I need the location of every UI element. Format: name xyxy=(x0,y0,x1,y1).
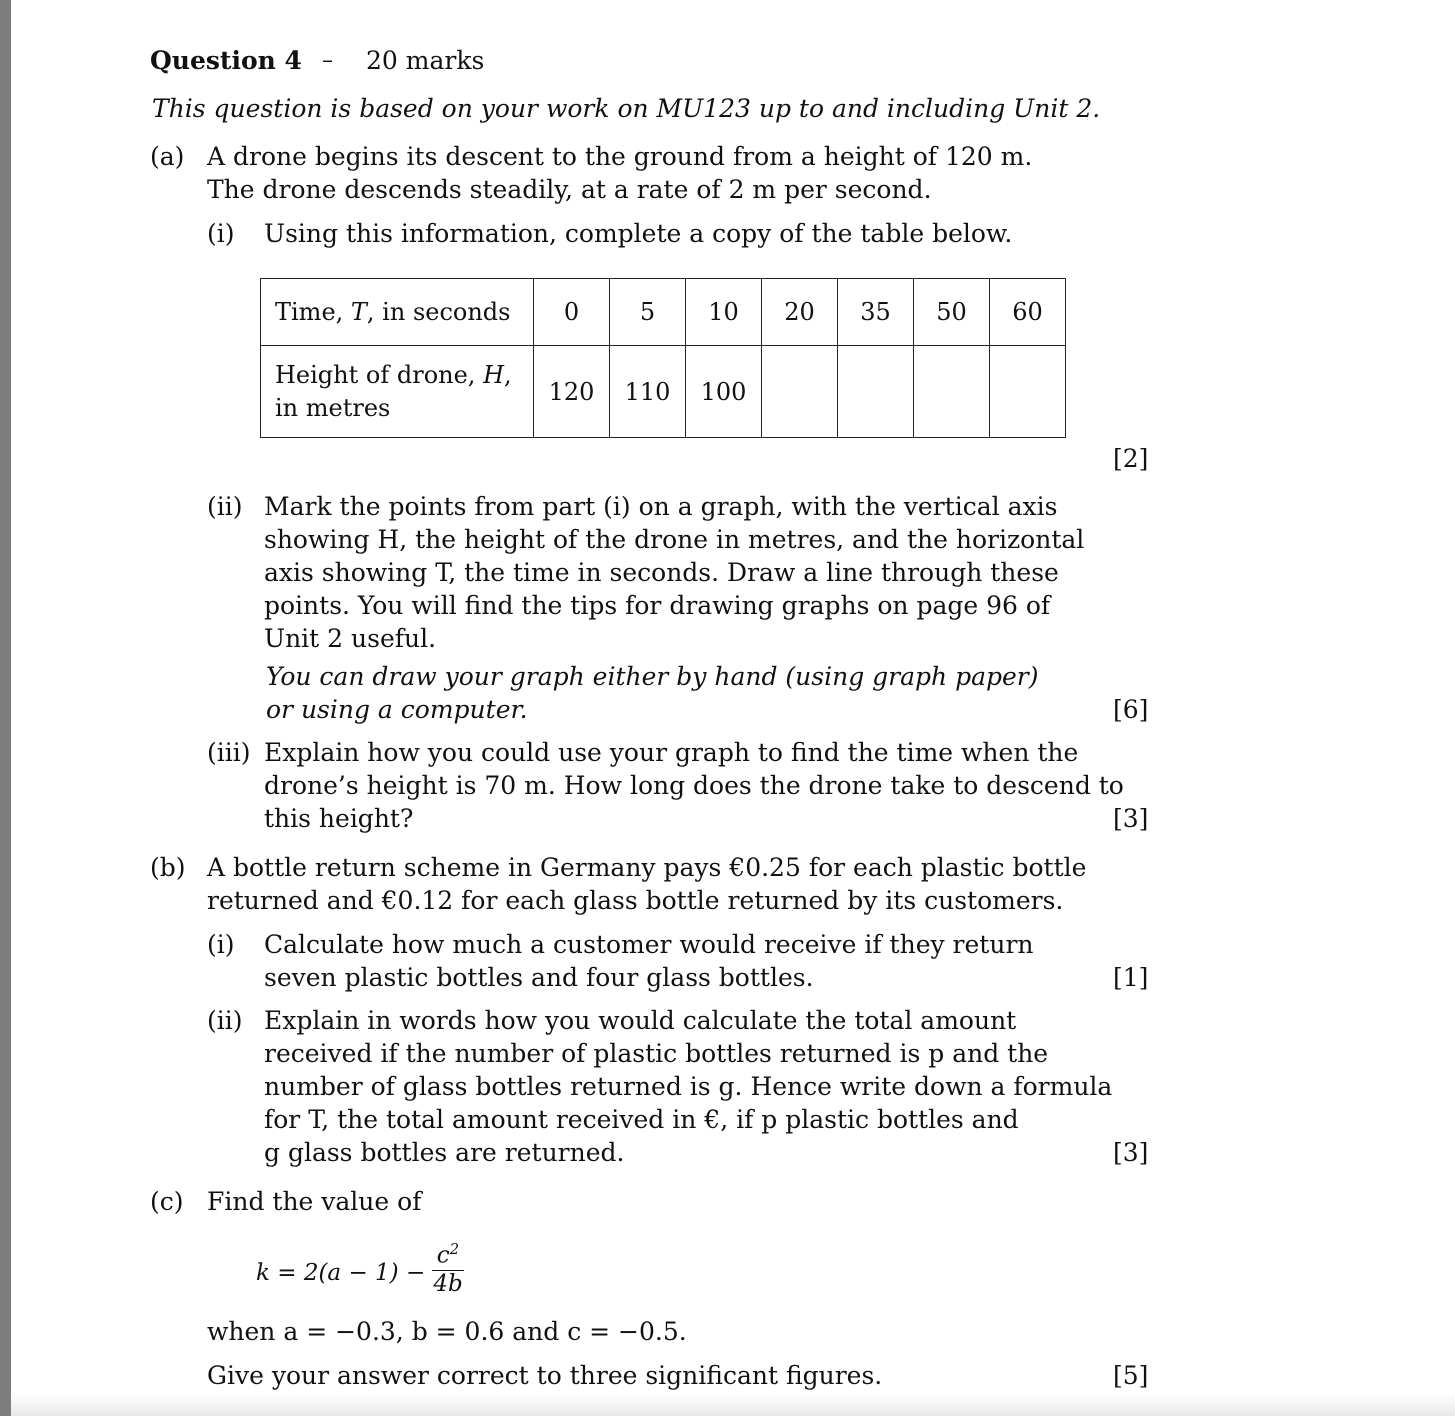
part-a-ii-note: You can draw your graph either by hand (using graph paper) xyxy=(266,662,1039,691)
part-a-iii-line: Explain how you could use your graph to find the time when the xyxy=(264,738,1079,767)
table-cell: 20 xyxy=(762,279,838,346)
marks-b-i: [1] xyxy=(1113,963,1149,992)
part-c-conditions: when a = −0.3, b = 0.6 and c = −0.5. xyxy=(207,1317,687,1346)
question-title: Question 4 xyxy=(150,46,302,75)
part-a-iii-line: this height? xyxy=(264,804,414,833)
formula-lhs: k = 2(a − 1) − xyxy=(256,1260,426,1286)
table-cell: 50 xyxy=(914,279,990,346)
marks-b-ii: [3] xyxy=(1113,1138,1149,1167)
height-row-header: Height of drone, H, in metres xyxy=(261,346,534,438)
part-b-ii-line: number of glass bottles returned is g. Hence write down a formula xyxy=(264,1072,1113,1101)
part-a-iii-line: drone’s height is 70 m. How long does the drone take to descend to xyxy=(264,771,1124,800)
page-bottom-shadow xyxy=(11,1394,1455,1416)
part-b-line1: A bottle return scheme in Germany pays €0.25 for each plastic bottle xyxy=(207,853,1087,882)
table-cell: 0 xyxy=(534,279,610,346)
part-a-line1: A drone begins its descent to the ground from a height of 120 m. xyxy=(207,142,1033,171)
title-dash: – xyxy=(322,48,333,73)
part-b-i-line: Calculate how much a customer would receive if they return xyxy=(264,930,1034,959)
part-b-ii-line: Explain in words how you would calculate the total amount xyxy=(264,1006,1017,1035)
table-cell: 10 xyxy=(686,279,762,346)
part-a-ii-note: or using a computer. xyxy=(266,695,528,724)
part-c-line1: Find the value of xyxy=(207,1187,422,1216)
part-a-ii-line: Mark the points from part (i) on a graph, with the vertical axis xyxy=(264,492,1058,521)
part-b-ii-label: (ii) xyxy=(207,1006,243,1035)
part-b-ii-line: received if the number of plastic bottles returned is p and the xyxy=(264,1039,1049,1068)
part-a-label: (a) xyxy=(150,142,185,171)
table-row-height xyxy=(261,346,1066,438)
part-b-ii-line: g glass bottles are returned. xyxy=(264,1138,625,1167)
table-row-time xyxy=(261,279,1066,346)
table-cell-empty xyxy=(762,346,838,438)
table-cell: 35 xyxy=(838,279,914,346)
part-a-ii-line: points. You will find the tips for drawing graphs on page 96 of xyxy=(264,591,1051,620)
part-b-i-label: (i) xyxy=(207,930,235,959)
formula-numerator: c xyxy=(436,1242,450,1269)
part-a-line2: The drone descends steadily, at a rate of 2 m per second. xyxy=(207,175,932,204)
formula-denominator: 4b xyxy=(433,1270,463,1297)
question-intro: This question is based on your work on MU123 up to and including Unit 2. xyxy=(152,94,1101,123)
marks-a-iii: [3] xyxy=(1113,804,1149,833)
part-a-ii-line: axis showing T, the time in seconds. Draw a line through these xyxy=(264,558,1059,587)
part-a-i-text: Using this information, complete a copy of the table below. xyxy=(264,219,1013,248)
table-cell: 110 xyxy=(610,346,686,438)
part-b-line2: returned and €0.12 for each glass bottle returned by its customers. xyxy=(207,886,1064,915)
marks-a-ii: [6] xyxy=(1113,695,1149,724)
table-cell: 120 xyxy=(534,346,610,438)
part-a-i-label: (i) xyxy=(207,219,235,248)
table-cell: 5 xyxy=(610,279,686,346)
time-row-header: Time, T, in seconds xyxy=(261,279,534,346)
viewer-left-edge xyxy=(0,0,11,1416)
part-b-i-line: seven plastic bottles and four glass bottles. xyxy=(264,963,814,992)
part-a-ii-label: (ii) xyxy=(207,492,243,521)
table-cell: 60 xyxy=(990,279,1066,346)
formula-fraction xyxy=(432,1236,464,1297)
part-b-ii-line: for T, the total amount received in €, if p plastic bottles and xyxy=(264,1105,1019,1134)
table-cell-empty xyxy=(990,346,1066,438)
marks-c: [5] xyxy=(1113,1361,1149,1390)
table-cell-empty xyxy=(914,346,990,438)
part-b-label: (b) xyxy=(150,853,186,882)
marks-a-i: [2] xyxy=(1113,444,1149,473)
part-a-iii-label: (iii) xyxy=(207,738,251,767)
height-time-table xyxy=(260,278,1066,438)
part-a-ii-line: showing H, the height of the drone in metres, and the horizontal xyxy=(264,525,1085,554)
part-a-ii-line: Unit 2 useful. xyxy=(264,624,437,653)
part-c-instruction: Give your answer correct to three significant figures. xyxy=(207,1361,883,1390)
part-c-label: (c) xyxy=(150,1187,184,1216)
table-cell: 100 xyxy=(686,346,762,438)
formula-exponent: 2 xyxy=(449,1240,460,1258)
table-cell-empty xyxy=(838,346,914,438)
question-marks: 20 marks xyxy=(366,46,485,75)
